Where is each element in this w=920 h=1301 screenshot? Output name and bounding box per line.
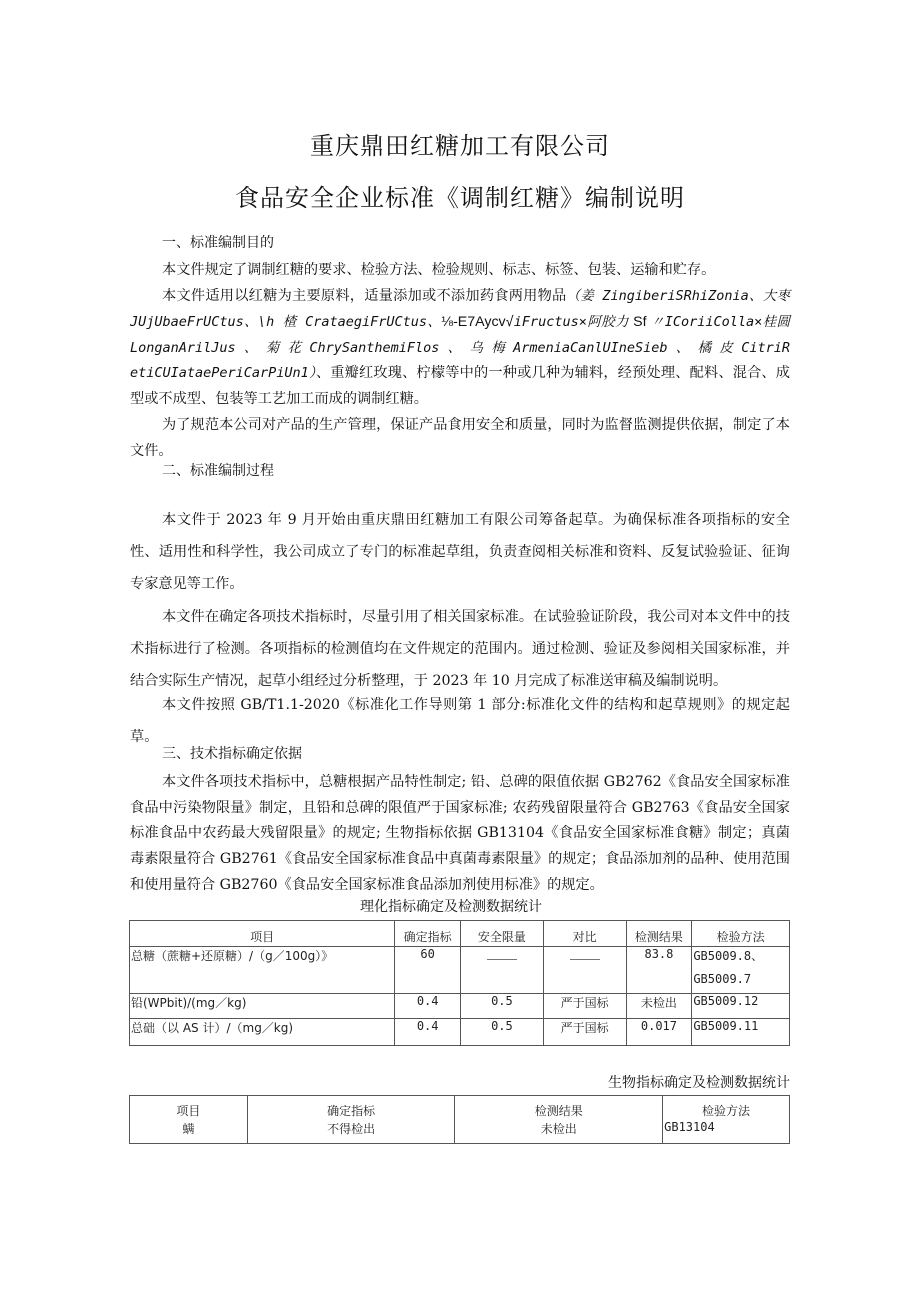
header-compare: 对比 bbox=[543, 921, 626, 947]
cell-limit: 0.5 bbox=[461, 1019, 544, 1046]
header-limit: 安全限量 bbox=[461, 921, 544, 947]
cell-spec: 0.4 bbox=[395, 994, 461, 1019]
bio-table-title: 生物指标确定及检测数据统计 bbox=[608, 1075, 790, 1091]
cell-limit: 0.5 bbox=[461, 994, 544, 1019]
header-result: 检测结果 bbox=[455, 1096, 663, 1120]
cell-spec: 60 bbox=[395, 947, 461, 994]
header-spec: 确定指标 bbox=[247, 1096, 455, 1120]
cell-result: 未检出 bbox=[626, 994, 692, 1019]
cell-item: 螨 bbox=[130, 1120, 248, 1144]
cell-result: 83.8 bbox=[626, 947, 692, 994]
bio-header-row bbox=[130, 1096, 790, 1120]
table-row bbox=[130, 1120, 790, 1144]
physchem-header-row bbox=[130, 921, 790, 947]
cell-compare bbox=[543, 947, 626, 994]
company-title: 重庆鼎田红糖加工有限公司 bbox=[310, 132, 610, 160]
method-line-2: GB5009.7 bbox=[693, 972, 752, 986]
ingredient-list-part-d: Sf bbox=[628, 313, 651, 330]
paragraph-applicability bbox=[130, 284, 790, 413]
header-method: 检验方法 bbox=[663, 1096, 790, 1120]
cell-method bbox=[692, 947, 790, 994]
section-heading-purpose: 一、标准编制目的 bbox=[162, 235, 274, 251]
header-result: 检测结果 bbox=[626, 921, 692, 947]
cell-limit bbox=[461, 947, 544, 994]
bio-table bbox=[129, 1095, 790, 1144]
dash-placeholder bbox=[487, 959, 517, 960]
drafting-start-text: 本文件于 2023 年 9 月开始由重庆鼎田红糖加工有限公司筹备起草。为确保标准各项指标的安全性、适用性和科学性，我公司成立了专门的标准起草组，负责查阅相关标准和资料、反复试验验证、征询专家意见等工作。 bbox=[130, 512, 790, 592]
cell-result: 0.017 bbox=[626, 1019, 692, 1046]
physchem-table-title: 理化指标确定及检测数据统计 bbox=[360, 899, 542, 915]
section-heading-basis: 三、技术指标确定依据 bbox=[162, 746, 302, 762]
cell-method: GB5009.11 bbox=[692, 1019, 790, 1046]
applicability-text-tail: 、重瓣红玫瑰、柠檬等中的一种或几种为辅料，经预处理、配料、混合、成型或不成型、包装等工艺加工而成的调制红糖。 bbox=[130, 365, 790, 408]
paragraph-scope-intro: 本文件规定了调制红糖的要求、检验方法、检验规则、标志、标签、包装、运输和贮存。 bbox=[162, 262, 716, 278]
paragraph-drafting-start bbox=[130, 504, 790, 600]
cell-item: 总糖（蔗糖+还原糖）/（g／100g）》 bbox=[130, 947, 395, 994]
section-heading-process: 二、标准编制过程 bbox=[162, 463, 274, 479]
cell-compare: 严于国标 bbox=[543, 1019, 626, 1046]
paragraph-rationale: 为了规范本公司对产品的生产管理，保证产品食用安全和质量，同时为监督监测提供依据，制定了本文件。 bbox=[130, 417, 790, 459]
ingredient-list-part-c: √iFructus×阿胶力 bbox=[505, 313, 629, 330]
dash-placeholder bbox=[570, 959, 600, 960]
applicability-text-lead: 本文件适用以红糖为主要原料，适量添加或不添加药食两用物品 bbox=[162, 288, 567, 304]
method-line-1: GB5009.8、 bbox=[693, 949, 764, 963]
header-item: 项目 bbox=[130, 1096, 248, 1120]
table-row bbox=[130, 1019, 790, 1046]
paragraph-gb-reference: 本文件按照 GB/T1.1-2020《标准化工作导则第 1 部分:标准化文件的结构和起草规则》的规定起草。 bbox=[130, 697, 790, 745]
cell-item: 总础（以 AS 计）/（mg／kg) bbox=[130, 1019, 395, 1046]
table-row bbox=[130, 994, 790, 1019]
header-spec: 确定指标 bbox=[395, 921, 461, 947]
table-row bbox=[130, 947, 790, 994]
cell-item: 铅(WPbit)/(mg／kg) bbox=[130, 994, 395, 1019]
cell-compare: 严于国标 bbox=[543, 994, 626, 1019]
cell-result: 未检出 bbox=[455, 1120, 663, 1144]
ingredient-list-part-e: 〃ICoriiColla×桂圆 LonganArilJus 、 菊 花 ChrySanthemiFlos 、 乌 梅 ArmeniaCanlUIneSieb 、 橘 皮 CitriRetiCUIataePeriCarPiUn1） bbox=[130, 313, 790, 382]
cell-spec: 0.4 bbox=[395, 1019, 461, 1046]
cell-method: GB5009.12 bbox=[692, 994, 790, 1019]
physchem-table bbox=[129, 920, 790, 1046]
paragraph-basis-detail: 本文件各项技术指标中，总糖根据产品特性制定; 铅、总碑的限值依据 GB2762《食品安全国家标准食品中污染物限量》制定，且铅和总碑的限值严于国家标准; 农药残留限量符合 GB2763《食品安全国家标准食品中农药最大残留限量》的规定; 生物指标依据 GB13104《食品安全国家标准食糖》制定；真菌毒素限量符合 GB2761《食品安全国家标准食品中真菌毒素限量》的规定；食品添加剂的品种、使用范围和使用量符合 GB2760《食品安全国家标准食品添加剂使用标准》的规定。 bbox=[130, 774, 790, 893]
header-item: 项目 bbox=[130, 921, 395, 947]
cell-method: GB13104 bbox=[663, 1120, 790, 1144]
paragraph-technical-indicators: 本文件在确定各项技术指标时，尽量引用了相关国家标准。在试验验证阶段，我公司对本文件中的技术指标进行了检测。各项指标的检测值均在文件规定的范围内。通过检测、验证及参阅相关国家标准，并结合实际生产情况，起草小组经过分析整理，于 2023 年 10 月完成了标准送审稿及编制说明。 bbox=[130, 609, 790, 689]
ingredient-list-part-b: ⅛-E7Aycv bbox=[441, 313, 506, 330]
ingredient-list-part-a: （姜 ZingiberiSRhiZonia、大枣 JUjUbaeFrUCtus、\h 楂 CrataegiFrUCtus、 bbox=[130, 288, 790, 330]
cell-spec: 不得检出 bbox=[247, 1120, 455, 1144]
header-method: 检验方法 bbox=[692, 921, 790, 947]
document-title: 食品安全企业标准《调制红糖》编制说明 bbox=[235, 184, 685, 212]
